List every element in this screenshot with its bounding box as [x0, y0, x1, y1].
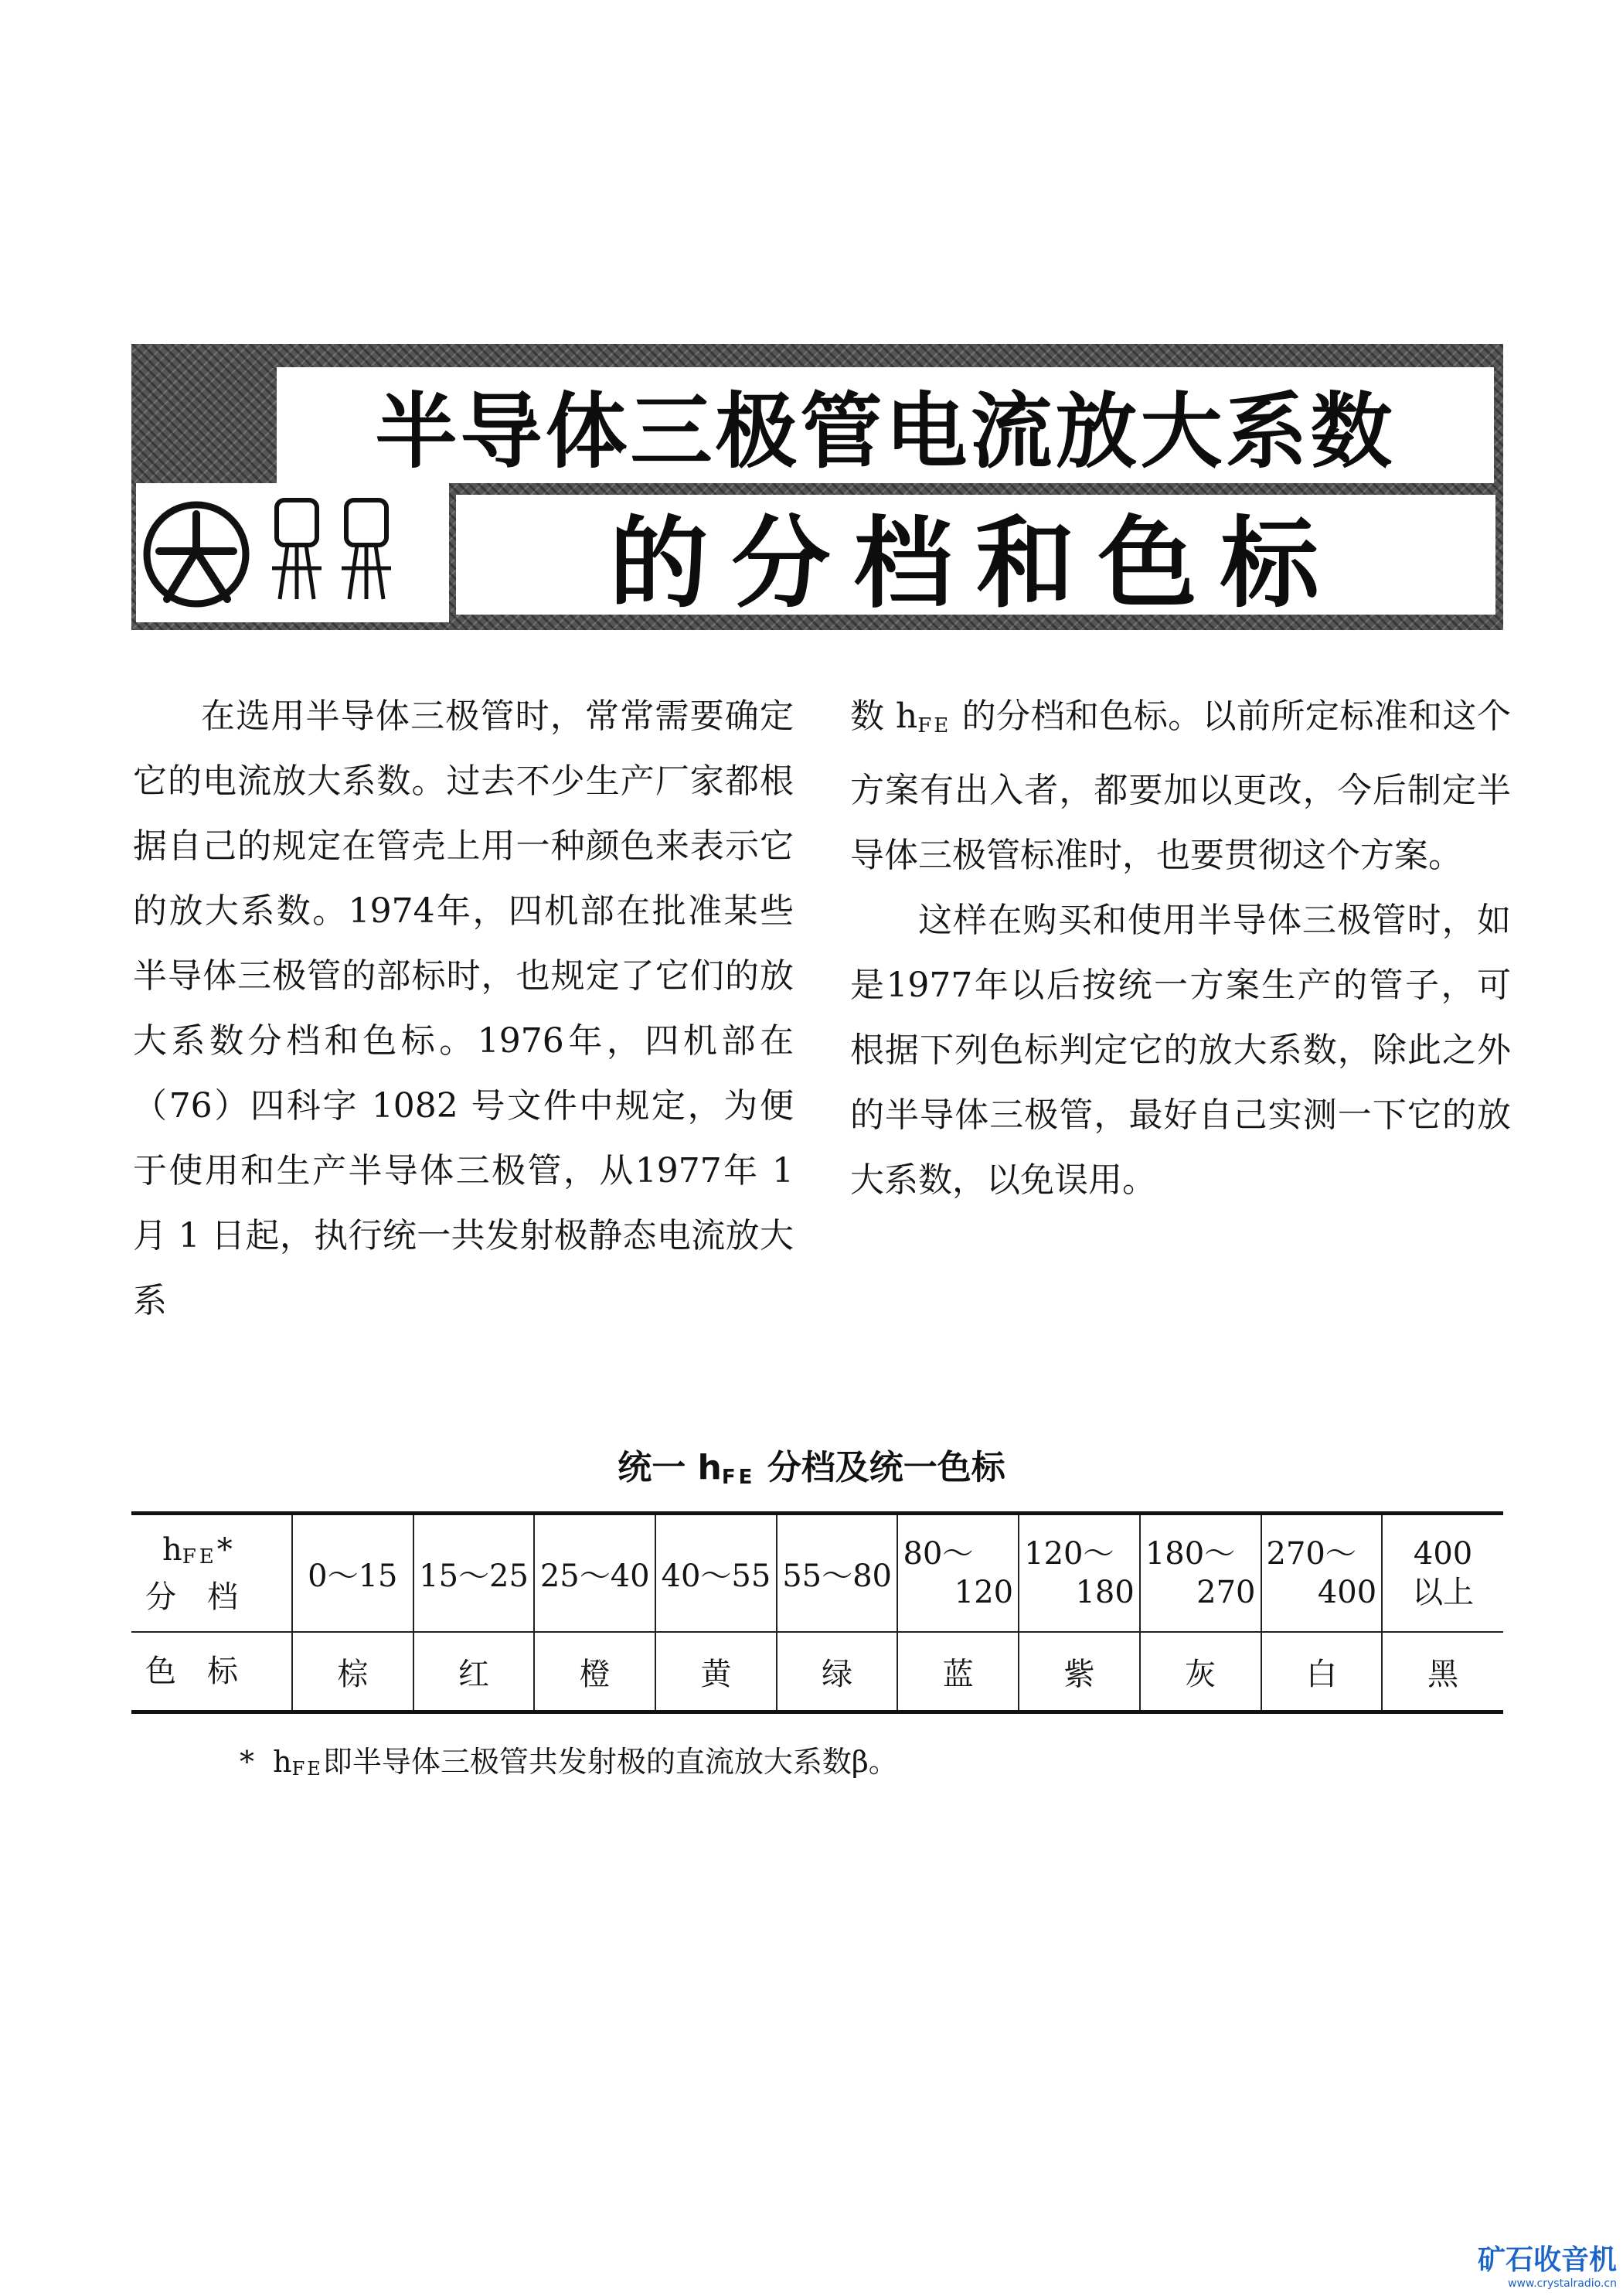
- footnote-hfe-main: h: [273, 1745, 292, 1779]
- range-cell: 40～55: [655, 1515, 777, 1632]
- article-left-column: [133, 684, 794, 1334]
- table-row-ranges: [131, 1515, 1503, 1632]
- table-footnote: [240, 1738, 898, 1780]
- site-watermark: [1468, 2238, 1623, 2296]
- footnote-text: 即半导体三极管共发射极的直流放大系数β。: [322, 1745, 898, 1779]
- transistor-logo-icon: [136, 483, 449, 622]
- range-cell: 15～25: [413, 1515, 535, 1632]
- color-cell: 黑: [1382, 1632, 1503, 1710]
- header-hfe-main: h: [162, 1531, 182, 1568]
- color-cell: 紫: [1019, 1632, 1140, 1710]
- row-header-hfe: [131, 1515, 292, 1632]
- color-cell: 棕: [292, 1632, 413, 1710]
- range-top: 400: [1413, 1536, 1473, 1572]
- range-top: 180～: [1145, 1536, 1236, 1572]
- title-line-1: 半导体三极管电流放大系数: [277, 367, 1494, 483]
- range-cell: [1261, 1515, 1383, 1632]
- header-hfe-sub: FE: [182, 1545, 217, 1569]
- color-cell: 蓝: [897, 1632, 1019, 1710]
- range-cell: 55～80: [777, 1515, 898, 1632]
- range-top: 270～: [1266, 1536, 1356, 1572]
- title-line-2: 的分档和色标: [456, 495, 1495, 615]
- color-cell: 白: [1261, 1632, 1383, 1710]
- range-cell: [1019, 1515, 1140, 1632]
- color-cell: 黄: [655, 1632, 777, 1710]
- color-cell: 绿: [777, 1632, 898, 1710]
- caption-subscript: FE: [721, 1466, 756, 1489]
- hfe-main: h: [895, 697, 918, 736]
- article-right-column: [850, 684, 1511, 1213]
- title-banner: [131, 344, 1503, 630]
- range-bottom: 400: [1317, 1575, 1377, 1610]
- table-caption: [0, 1439, 1623, 1489]
- range-bottom: 180: [1075, 1575, 1135, 1610]
- range-cell: 25～40: [534, 1515, 655, 1632]
- footnote-star: *: [240, 1745, 254, 1779]
- header-fendang: 分 档: [145, 1579, 238, 1615]
- range-top: 120～: [1024, 1536, 1114, 1572]
- footnote-hfe-sub: FE: [291, 1758, 323, 1780]
- hfe-color-table: [131, 1511, 1503, 1714]
- hfe-symbol: [896, 697, 951, 736]
- range-bottom: 270: [1196, 1575, 1256, 1610]
- range-cell: [1140, 1515, 1261, 1632]
- paragraph-right-2: 这样在购买和使用半导体三极管时，如是1977年以后按统一方案生产的管子，可根据下列色标判定它的放大系数，除此之外的半导体三极管，最好自己实测一下它的放大系数，以免误用。: [850, 901, 1511, 1200]
- paragraph-right-1-rest: 的分档和色标。以前所定标准和这个方案有出入者，都要加以更改，今后制定半导体三极管标准时，也要贯彻这个方案。: [850, 697, 1511, 875]
- range-top: 80～: [903, 1536, 974, 1572]
- range-cell: [897, 1515, 1019, 1632]
- watermark-url: www.crystalradio.cn: [1508, 2277, 1617, 2290]
- watermark-title: 矿石收音机: [1477, 2244, 1617, 2276]
- hfe-subscript: FE: [917, 714, 951, 738]
- row-header-color: 色标: [145, 1654, 269, 1689]
- color-cell: 灰: [1140, 1632, 1261, 1710]
- paragraph-right-1-start: 数: [850, 697, 896, 736]
- range-bottom: 以上: [1412, 1575, 1475, 1610]
- range-bottom: 120: [954, 1575, 1014, 1610]
- paragraph-left: 在选用半导体三极管时，常常需要确定它的电流放大系数。过去不少生产厂家都根据自己的规定在管壳上用一种颜色来表示它的放大系数。1974年，四机部在批准某些半导体三极管的部标时，也规定了它们的放大系数分档和色标。1976年，四机部在（76）四科字 1082 号文件中规定，为便于使用和生产半导体三极管，从1977年 1 月 1 日起，执行统一共发射极静态电流放大系: [133, 697, 794, 1320]
- paragraph-right-1: [850, 684, 1511, 888]
- caption-suffix: 分档及统一色标: [755, 1448, 1005, 1487]
- range-cell: 0～15: [292, 1515, 413, 1632]
- color-cell: 红: [413, 1632, 535, 1710]
- range-cell: [1382, 1515, 1503, 1632]
- header-hfe-star: *: [216, 1531, 233, 1568]
- table-row-colors: [131, 1632, 1503, 1710]
- caption-prefix: 统一 h: [618, 1448, 722, 1487]
- color-cell: 橙: [534, 1632, 655, 1710]
